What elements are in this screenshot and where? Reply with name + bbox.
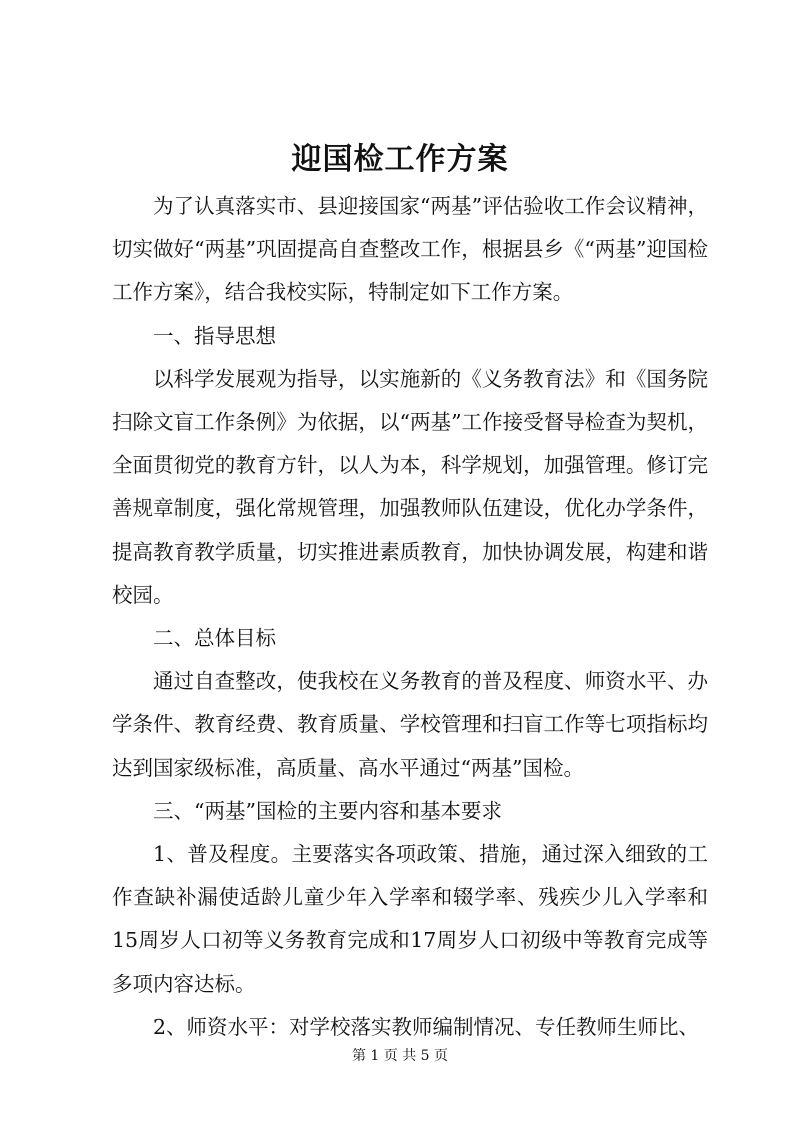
section-heading-main-content: 三、“两基”国检的主要内容和基本要求: [153, 798, 502, 823]
section-heading-overall-goal: 二、总体目标: [153, 626, 276, 651]
page-footer: 第 1 页 共 5 页: [351, 1048, 449, 1064]
paragraph-intro: 为了认真落实市、县迎接国家“两基”评估验收工作会议精神，切实做好“两基”巩固提高自查整改工作，根据县乡《“两基”迎国检工作方案》，结合我校实际，特制定如下工作方案。: [112, 194, 708, 305]
paragraph-item-2: 2、师资水平：对学校落实教师编制情况、专任教师生师比、: [153, 1014, 700, 1039]
paragraph-guiding-ideology: 以科学发展观为指导，以实施新的《义务教育法》和《国务院扫除文盲工作条例》为依据，以“两基”工作接受督导检查为契机，全面贯彻党的教育方针，以人为本，科学规划，加强管理。修订完善规章制度，强化常规管理，加强教师队伍建设，优化办学条件，提高教育教学质量，切实推进素质教育，加快协调发展，构建和谐校园。: [112, 366, 708, 607]
paragraph-item-1: 1、普及程度。主要落实各项政策、措施，通过深入细致的工作查缺补漏使适龄儿童少年入学率和辍学率、残疾少儿入学率和15周岁人口初等义务教育完成和17周岁人口初级中等教育完成等多项内容达标。: [112, 842, 708, 996]
paragraph-overall-goal: 通过自查整改，使我校在义务教育的普及程度、师资水平、办学条件、教育经费、教育质量、学校管理和扫盲工作等七项指标均达到国家级标准，高质量、高水平通过“两基”国检。: [112, 669, 708, 780]
section-heading-guiding-ideology: 一、指导思想: [153, 323, 276, 348]
document-body: [112, 185, 708, 1049]
document-title: 迎国检工作方案: [291, 142, 509, 177]
